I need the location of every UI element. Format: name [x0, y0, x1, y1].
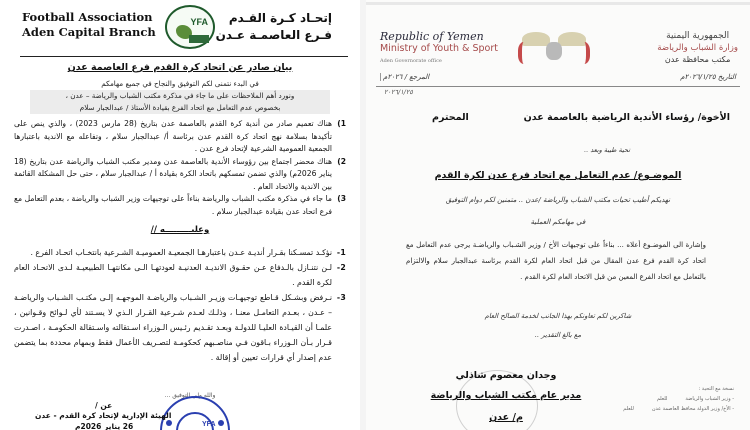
honorific: المحترم [432, 112, 469, 123]
list-item [14, 290, 346, 365]
closing-phrase: والله ولي التوفيق ... [164, 392, 216, 399]
statement-title: بيان صادر عن اتحاد كرة القدم فرع العاصمة عدن [67, 62, 293, 73]
intro-line: ونورد أهم الملاحظات على ما جاء في مذكرة مكتب الشباب والرياضة – عدن ، [30, 90, 330, 102]
statement-intro [30, 78, 330, 114]
english-letterhead [22, 10, 156, 40]
cc-label: نسخة مع التحية : [698, 386, 734, 392]
cc-list [623, 384, 734, 414]
item-number: 1- [336, 248, 346, 257]
cc-note: للعلم [656, 396, 668, 402]
arabic-country: الجمهورية اليمنية [666, 31, 730, 41]
item-text: هناك محضر اجتماع بين رؤوساء الأندية بالعاصمة عدن ومدير مكتب الشباب والرياضة عدن بتاريخ (18 يناير 2026م) والذي تضمن تمسكهم باتحاد الكرة بقيادة أ / عبدالجبار سلام ، حتى حل المشكلة القائمة بين الاندية والاتحاد العام . [14, 156, 332, 191]
memo-subject: الموضـوع/ عدم التعامل مع اتحاد فرع عدن لكرة القدم [434, 170, 682, 181]
arabic-org-name: إتحـاد كـرة القـدم [228, 11, 332, 25]
ministry-memo [366, 0, 750, 430]
list-item [14, 260, 346, 290]
greeting: تحية طيبة وبعد .. [584, 146, 630, 154]
yfa-logo-icon [165, 5, 215, 49]
arabic-letterhead [216, 10, 332, 44]
regards-line: مع بالغ التقدير .. [534, 331, 582, 339]
therefore-text: وعليـــــــــه // [150, 225, 210, 235]
observations-list [14, 118, 346, 218]
header-divider [20, 56, 348, 57]
memo-date: التاريخ ٢٠٢٦/١/٢٥م [680, 73, 736, 81]
cc-recipient: - الأخ/ وزير الدولة محافظ العاصمة عدن [651, 406, 734, 412]
arabic-ministry: وزارة الشباب والرياضة [657, 43, 738, 53]
list-item [14, 118, 346, 156]
list-item [14, 193, 346, 218]
reference-number: المرجع / ٢٠٢٦م [380, 73, 429, 81]
header-divider [376, 86, 740, 87]
thanks-line: شاكرين لكم تعاونكم بهذا الجانب لخدمة الصالح العام [484, 312, 632, 320]
item-number: 2- [336, 263, 346, 272]
item-number: 2) [337, 156, 346, 166]
football-association-statement [0, 0, 360, 430]
cc-item [623, 394, 734, 404]
item-number: 3- [336, 293, 346, 302]
item-text: نؤكـد تمسـكنا بقـرار أنديـة عـدن باعتبارهـا الجمعيـة العموميـة الشـرعية بانتخـاب اتحـاد الفرع . [30, 248, 332, 257]
handwritten-line: في مهامكم العملية [530, 218, 586, 226]
item-text: ما جاء في مذكرة مكتب الشباب والرياضة بناءاً على توجيهات وزير الشباب والرياضة ، بعدم التعامل مع فرع اتحاد عدن بقيادة عبدالجبار سلام . [14, 194, 332, 216]
eagle-body-icon [546, 42, 562, 60]
flag-right-icon [576, 42, 590, 64]
signatory-name: وجدان معصوم شاذلي [455, 370, 557, 381]
stamp-dot [218, 420, 224, 426]
cc-note: للعلم [623, 406, 634, 412]
item-text: لـن نتنـازل بالـدفاع عـن حقـوق الانديـة العدنيـة لعودتهـا الـى مكانتهـا الطبيعيـة لـدى الاتحـاد العام لكرة القدم . [14, 263, 332, 287]
english-office: Aden Governorate office [380, 58, 442, 64]
item-number: 1) [337, 119, 346, 128]
item-number: 3) [337, 194, 346, 203]
logo-band [189, 35, 209, 43]
list-item [14, 156, 346, 194]
item-text: نـرفض وبشـكل قـاطع توجيهـات وزيـر الشـباب والرياضـة الموجهـه إلـى مكتـب الشـباب والرياضـة – عـدن ، بعـدم التعامـل معنـا ، وذلـك لعـدم شـرعية القـرار الـذي لا يسـتند لأي لـوائح وقـوانين ، علمـا أن القيـادة العليـا للدولـة وبعـد تقـديم رئـيس الـوزراء اسـتقالته واسـتقالة الحكومـة ، اصـدرت قـرار بـأن الـوزراء بـاقون فـي مناصـبهم كحكومـة لتصـريف الأعمال فقط وبمهام محددة بما يتضمن عدم إصدار أي قرارات تعيين أو إقالة . [14, 293, 332, 362]
logo-text: YFA [190, 17, 208, 27]
therefore-heading [0, 225, 360, 235]
arabic-office: مكتب محافظة عدن [664, 55, 731, 64]
arabic-branch-name: فـرع العاصمـة عـدن [215, 28, 332, 42]
english-org-name: Football Association [22, 10, 153, 24]
english-country: Republic of Yemen [380, 30, 484, 43]
signature-from: عن / [95, 401, 113, 410]
intro-line: بخصوص عدم التعامل مع اتحاد الفرع بقيادة الأستاذ / عبدالجبار سلام [30, 102, 330, 114]
signatory-place: م/ عدن [489, 412, 523, 423]
reference-handwritten: ٢٠٢٦/١/٢٥ [384, 88, 413, 96]
arabic-letterhead [657, 30, 738, 66]
english-letterhead [380, 31, 498, 67]
cc-recipient: - وزير الشباب والرياضة [685, 396, 734, 402]
list-item [14, 245, 346, 260]
english-branch-name: Aden Capital Branch [22, 25, 156, 39]
flag-left-icon [518, 42, 532, 64]
handwritten-line: نهديكم أطيب تحيات مكتب الشباب والرياضة /عدن .. متمنين لكم دوام التوفيق [445, 196, 671, 204]
signature-body: الهيئة الإدارية لإتحاد كرة القدم - عدن [35, 411, 172, 420]
letterhead [0, 0, 360, 58]
cc-item [623, 404, 734, 414]
memo-body: وإشارة الى الموضـوع أعلاه ... بناءاً على توجيهات الأخ / وزير الشـباب والرياضـة يرجى عدم التعامل مع اتحاد كرة القدم فرع عدن المقال من قبل اتحاد العام لكرة القدم برئاسة عبدالجبار سلام والالتزام بالتعامل مع اتحاد الفرع المعين من قبل الاتحاد العام لكرة القدم . [406, 241, 706, 281]
stamp-logo-text: YFA [202, 421, 216, 428]
stamp-dot [166, 420, 172, 426]
intro-line: في البدء نتمنى لكم التوفيق والنجاح في جميع مهامكم [101, 79, 259, 88]
scan-edge [366, 2, 750, 5]
signature-date: 26 يناير 2026م [75, 422, 134, 430]
item-text: هناك تعميم صادر من أندية كرة القدم بالعاصمة عدن بتاريخ (28 مارس 2023) ، والذي ينص على تأكيدها بسلامة نهج اتحاد كرة القدم عدن برئاسة أ/ عبدالجبار سلام ، وتفاعله مع الاندية باعتبارها الجمعية العمومية الشرعية لإتحاد فرع عدن . [14, 119, 332, 153]
yemen-eagle-emblem-icon [516, 28, 592, 68]
addressee: الأخوة/ رؤساء الأندية الرياضية بالعاصمة عدن [523, 112, 730, 123]
signatory-title: مدير عام مكتب الشباب والرياضة [430, 390, 582, 401]
english-ministry: Ministry of Youth & Sport [380, 43, 498, 54]
decisions-list [14, 245, 346, 365]
